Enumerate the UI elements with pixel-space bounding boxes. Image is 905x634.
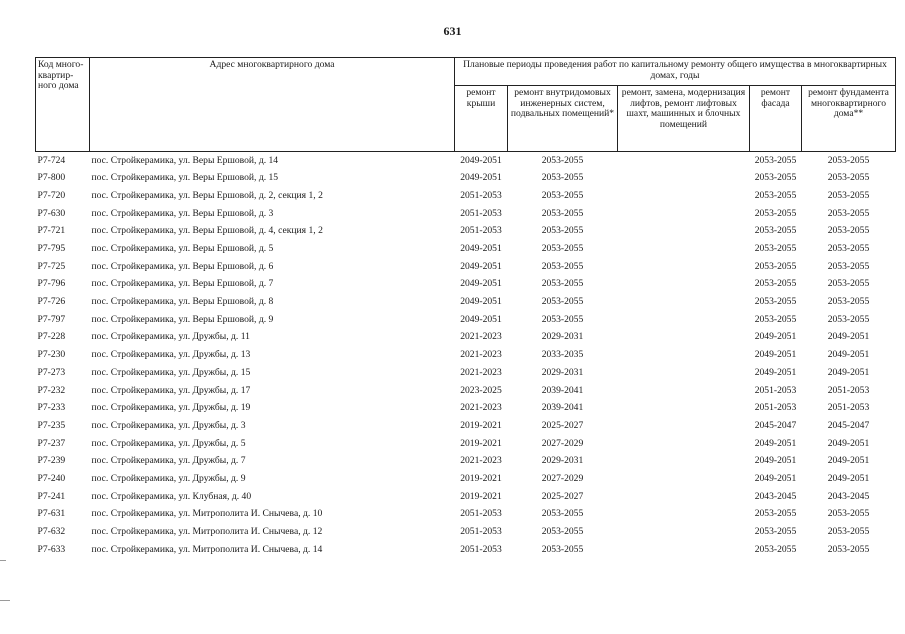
cell-foundation: 2051-2053 bbox=[827, 384, 870, 396]
cell-foundation: 2053-2055 bbox=[827, 543, 870, 555]
cell-code: Р7-720 bbox=[37, 189, 66, 201]
cell-facade: 2053-2055 bbox=[754, 526, 797, 537]
cell-facade: 2045-2047 bbox=[754, 419, 797, 431]
cell-facade: 2053-2055 bbox=[754, 225, 797, 237]
cell-facade: 2051-2053 bbox=[754, 384, 797, 396]
cell-facade: 2053-2055 bbox=[754, 189, 797, 201]
table-row bbox=[36, 223, 896, 241]
header-lifts: ремонт, замена, модернизация лифтов, ремонт лифтовых шахт, машинных и блочных помещений bbox=[618, 86, 750, 152]
cell-facade: 2053-2055 bbox=[754, 543, 797, 555]
cell-engineering: 2039-2041 bbox=[541, 402, 584, 414]
cell-facade: 2049-2051 bbox=[754, 349, 797, 361]
cell-foundation: 2049-2051 bbox=[827, 331, 870, 343]
page-number: 631 bbox=[443, 24, 462, 38]
cell-lifts bbox=[618, 187, 750, 205]
table-row bbox=[36, 417, 896, 435]
cell-engineering: 2053-2055 bbox=[541, 154, 584, 166]
cell-address: пос. Стройкерамика, ул. Веры Ершовой, д. 14 bbox=[91, 154, 279, 166]
cell-engineering: 2029-2031 bbox=[541, 366, 584, 378]
header-code: Код много-квартир-ного дома bbox=[36, 58, 90, 152]
cell-code: Р7-228 bbox=[37, 331, 66, 343]
cell-address: пос. Стройкерамика, ул. Дружбы, д. 15 bbox=[91, 366, 251, 378]
cell-code: Р7-725 bbox=[37, 260, 66, 272]
cell-engineering: 2053-2055 bbox=[541, 189, 584, 201]
cell-code: Р7-796 bbox=[37, 278, 66, 290]
table-row bbox=[36, 258, 896, 276]
cell-roof: 2051-2053 bbox=[460, 526, 502, 537]
capital-repair-schedule-table bbox=[35, 57, 896, 559]
cell-roof: 2019-2021 bbox=[460, 472, 502, 484]
cell-facade: 2053-2055 bbox=[754, 313, 797, 325]
cell-facade: 2051-2053 bbox=[754, 402, 797, 414]
cell-code: Р7-721 bbox=[37, 225, 66, 237]
cell-foundation: 2053-2055 bbox=[827, 260, 870, 272]
cell-foundation: 2053-2055 bbox=[827, 207, 870, 219]
cell-lifts bbox=[618, 347, 750, 365]
cell-roof: 2051-2053 bbox=[460, 189, 502, 201]
table-body bbox=[36, 152, 896, 559]
cell-facade: 2053-2055 bbox=[754, 260, 797, 272]
table-row bbox=[36, 400, 896, 418]
cell-lifts bbox=[618, 382, 750, 400]
cell-foundation: 2053-2055 bbox=[827, 225, 870, 237]
table-row bbox=[36, 453, 896, 471]
cell-roof: 2049-2051 bbox=[460, 296, 502, 308]
cell-foundation: 2053-2055 bbox=[827, 172, 870, 184]
cell-roof: 2049-2051 bbox=[460, 154, 502, 166]
cell-facade: 2049-2051 bbox=[754, 331, 797, 343]
cell-address: пос. Стройкерамика, ул. Дружбы, д. 11 bbox=[91, 331, 250, 343]
cell-engineering: 2033-2035 bbox=[541, 349, 584, 361]
cell-address: пос. Стройкерамика, ул. Дружбы, д. 3 bbox=[91, 419, 246, 431]
cell-lifts bbox=[618, 258, 750, 276]
header-roof: ремонт крыши bbox=[455, 86, 508, 152]
cell-roof: 2049-2051 bbox=[460, 278, 502, 290]
table-row bbox=[36, 364, 896, 382]
cell-address: пос. Стройкерамика, ул. Веры Ершовой, д. 7 bbox=[91, 278, 274, 290]
header-facade: ремонт фасада bbox=[750, 86, 802, 152]
cell-facade: 2053-2055 bbox=[754, 207, 797, 219]
cell-engineering: 2027-2029 bbox=[541, 437, 584, 449]
cell-lifts bbox=[618, 417, 750, 435]
cell-facade: 2053-2055 bbox=[754, 243, 797, 254]
cell-engineering: 2053-2055 bbox=[541, 508, 584, 520]
cell-engineering: 2053-2055 bbox=[541, 526, 584, 537]
cell-lifts bbox=[618, 541, 750, 559]
cell-lifts bbox=[618, 453, 750, 471]
cell-foundation: 2053-2055 bbox=[827, 526, 870, 537]
table-row bbox=[36, 205, 896, 223]
cell-engineering: 2053-2055 bbox=[541, 543, 584, 555]
cell-engineering: 2053-2055 bbox=[541, 260, 584, 272]
table-row bbox=[36, 488, 896, 506]
table-header bbox=[36, 58, 896, 152]
cell-address: пос. Стройкерамика, ул. Веры Ершовой, д. 8 bbox=[91, 296, 274, 308]
table-row bbox=[36, 541, 896, 559]
cell-engineering: 2053-2055 bbox=[541, 243, 584, 254]
cell-foundation: 2045-2047 bbox=[827, 419, 870, 431]
cell-roof: 2023-2025 bbox=[460, 384, 502, 396]
cell-facade: 2049-2051 bbox=[754, 455, 797, 467]
table-row bbox=[36, 435, 896, 453]
cell-code: Р7-237 bbox=[37, 437, 66, 449]
scan-edge-mark bbox=[0, 560, 6, 561]
table-row bbox=[36, 276, 896, 294]
cell-code: Р7-241 bbox=[37, 490, 66, 502]
cell-address: пос. Стройкерамика, ул. Веры Ершовой, д. 15 bbox=[91, 172, 279, 184]
cell-address: пос. Стройкерамика, ул. Веры Ершовой, д. 3 bbox=[91, 207, 274, 219]
scan-edge-mark bbox=[0, 600, 10, 601]
cell-facade: 2053-2055 bbox=[754, 296, 797, 308]
cell-roof: 2019-2021 bbox=[460, 437, 502, 449]
cell-roof: 2021-2023 bbox=[460, 349, 502, 361]
cell-lifts bbox=[618, 276, 750, 294]
cell-lifts bbox=[618, 523, 750, 541]
cell-lifts bbox=[618, 294, 750, 312]
cell-address: пос. Стройкерамика, ул. Митрополита И. Снычева, д. 10 bbox=[91, 508, 323, 520]
cell-engineering: 2053-2055 bbox=[541, 207, 584, 219]
cell-code: Р7-230 bbox=[37, 349, 66, 361]
cell-address: пос. Стройкерамика, ул. Веры Ершовой, д. 9 bbox=[91, 313, 274, 325]
table-row bbox=[36, 523, 896, 541]
cell-engineering: 2053-2055 bbox=[541, 172, 584, 184]
cell-code: Р7-239 bbox=[37, 455, 66, 467]
cell-foundation: 2043-2045 bbox=[827, 490, 870, 502]
cell-engineering: 2029-2031 bbox=[541, 331, 584, 343]
cell-facade: 2053-2055 bbox=[754, 172, 797, 184]
cell-roof: 2049-2051 bbox=[460, 260, 502, 272]
cell-roof: 2021-2023 bbox=[460, 402, 502, 414]
cell-foundation: 2049-2051 bbox=[827, 437, 870, 449]
cell-roof: 2021-2023 bbox=[460, 366, 502, 378]
cell-foundation: 2053-2055 bbox=[827, 243, 870, 254]
cell-lifts bbox=[618, 240, 750, 258]
cell-roof: 2049-2051 bbox=[460, 172, 502, 184]
cell-roof: 2051-2053 bbox=[460, 543, 502, 555]
cell-foundation: 2049-2051 bbox=[827, 349, 870, 361]
cell-roof: 2051-2053 bbox=[460, 225, 502, 237]
cell-lifts bbox=[618, 170, 750, 188]
cell-foundation: 2053-2055 bbox=[827, 508, 870, 520]
cell-foundation: 2051-2053 bbox=[827, 402, 870, 414]
table-row bbox=[36, 187, 896, 205]
table-row bbox=[36, 329, 896, 347]
cell-address: пос. Стройкерамика, ул. Клубная, д. 40 bbox=[91, 490, 252, 502]
table-row bbox=[36, 240, 896, 258]
cell-lifts bbox=[618, 152, 750, 170]
cell-roof: 2051-2053 bbox=[460, 207, 502, 219]
cell-engineering: 2025-2027 bbox=[541, 490, 584, 502]
cell-code: Р7-632 bbox=[37, 526, 66, 537]
cell-foundation: 2049-2051 bbox=[827, 366, 870, 378]
cell-address: пос. Стройкерамика, ул. Веры Ершовой, д. 2, секция 1, 2 bbox=[91, 189, 323, 201]
cell-address: пос. Стройкерамика, ул. Веры Ершовой, д. 6 bbox=[91, 260, 274, 272]
cell-roof: 2051-2053 bbox=[460, 508, 502, 520]
cell-code: Р7-235 bbox=[37, 419, 66, 431]
cell-code: Р7-800 bbox=[37, 172, 66, 184]
cell-lifts bbox=[618, 488, 750, 506]
cell-code: Р7-726 bbox=[37, 296, 66, 308]
table-row bbox=[36, 506, 896, 524]
header-foundation: ремонт фундамента многоквартирного дома** bbox=[802, 86, 896, 152]
cell-roof: 2021-2023 bbox=[460, 331, 502, 343]
cell-facade: 2049-2051 bbox=[754, 472, 797, 484]
cell-facade: 2049-2051 bbox=[754, 366, 797, 378]
table-row bbox=[36, 152, 896, 170]
cell-address: пос. Стройкерамика, ул. Дружбы, д. 13 bbox=[91, 349, 251, 361]
cell-address: пос. Стройкерамика, ул. Митрополита И. Снычева, д. 12 bbox=[91, 526, 323, 537]
cell-code: Р7-724 bbox=[37, 154, 66, 166]
cell-lifts bbox=[618, 311, 750, 329]
cell-facade: 2053-2055 bbox=[754, 154, 797, 166]
cell-lifts bbox=[618, 506, 750, 524]
cell-code: Р7-240 bbox=[37, 472, 66, 484]
table-row bbox=[36, 294, 896, 312]
cell-address: пос. Стройкерамика, ул. Веры Ершовой, д. 4, секция 1, 2 bbox=[91, 225, 323, 237]
cell-foundation: 2049-2051 bbox=[827, 472, 870, 484]
cell-code: Р7-631 bbox=[37, 508, 66, 520]
table-row bbox=[36, 311, 896, 329]
cell-roof: 2019-2021 bbox=[460, 490, 502, 502]
cell-code: Р7-630 bbox=[37, 207, 66, 219]
cell-facade: 2053-2055 bbox=[754, 508, 797, 520]
cell-address: пос. Стройкерамика, ул. Веры Ершовой, д. 5 bbox=[91, 243, 274, 254]
cell-engineering: 2029-2031 bbox=[541, 455, 584, 467]
cell-roof: 2049-2051 bbox=[460, 313, 502, 325]
header-engineering: ремонт внутридомовых инженерных систем, подвальных помещений* bbox=[508, 86, 618, 152]
cell-facade: 2053-2055 bbox=[754, 278, 797, 290]
cell-foundation: 2053-2055 bbox=[827, 189, 870, 201]
cell-code: Р7-797 bbox=[37, 313, 66, 325]
cell-address: пос. Стройкерамика, ул. Дружбы, д. 5 bbox=[91, 437, 246, 449]
cell-roof: 2049-2051 bbox=[460, 243, 502, 254]
cell-code: Р7-233 bbox=[37, 402, 66, 414]
cell-facade: 2043-2045 bbox=[754, 490, 797, 502]
table-row bbox=[36, 170, 896, 188]
header-periods: Плановые периоды проведения работ по капитальному ремонту общего имущества в многоквартирных домах, годы bbox=[455, 58, 896, 86]
cell-lifts bbox=[618, 400, 750, 418]
cell-code: Р7-273 bbox=[37, 366, 66, 378]
cell-address: пос. Стройкерамика, ул. Дружбы, д. 9 bbox=[91, 472, 246, 484]
cell-engineering: 2027-2029 bbox=[541, 472, 584, 484]
cell-lifts bbox=[618, 470, 750, 488]
header-address: Адрес многоквартирного дома bbox=[90, 58, 455, 152]
cell-engineering: 2053-2055 bbox=[541, 313, 584, 325]
cell-lifts bbox=[618, 329, 750, 347]
cell-code: Р7-633 bbox=[37, 543, 66, 555]
cell-address: пос. Стройкерамика, ул. Дружбы, д. 19 bbox=[91, 402, 251, 414]
cell-lifts bbox=[618, 435, 750, 453]
table-row bbox=[36, 347, 896, 365]
cell-address: пос. Стройкерамика, ул. Дружбы, д. 17 bbox=[91, 384, 251, 396]
cell-foundation: 2053-2055 bbox=[827, 296, 870, 308]
cell-code: Р7-795 bbox=[37, 243, 66, 254]
cell-roof: 2019-2021 bbox=[460, 419, 502, 431]
cell-foundation: 2053-2055 bbox=[827, 154, 870, 166]
cell-engineering: 2039-2041 bbox=[541, 384, 584, 396]
cell-lifts bbox=[618, 205, 750, 223]
cell-engineering: 2053-2055 bbox=[541, 296, 584, 308]
cell-engineering: 2053-2055 bbox=[541, 278, 584, 290]
table-row bbox=[36, 470, 896, 488]
table-row bbox=[36, 382, 896, 400]
cell-foundation: 2049-2051 bbox=[827, 455, 870, 467]
cell-facade: 2049-2051 bbox=[754, 437, 797, 449]
cell-address: пос. Стройкерамика, ул. Митрополита И. Снычева, д. 14 bbox=[91, 543, 323, 555]
cell-lifts bbox=[618, 364, 750, 382]
cell-foundation: 2053-2055 bbox=[827, 313, 870, 325]
cell-engineering: 2053-2055 bbox=[541, 225, 584, 237]
cell-code: Р7-232 bbox=[37, 384, 66, 396]
cell-engineering: 2025-2027 bbox=[541, 419, 584, 431]
cell-roof: 2021-2023 bbox=[460, 455, 502, 467]
cell-address: пос. Стройкерамика, ул. Дружбы, д. 7 bbox=[91, 455, 246, 467]
cell-lifts bbox=[618, 223, 750, 241]
cell-foundation: 2053-2055 bbox=[827, 278, 870, 290]
